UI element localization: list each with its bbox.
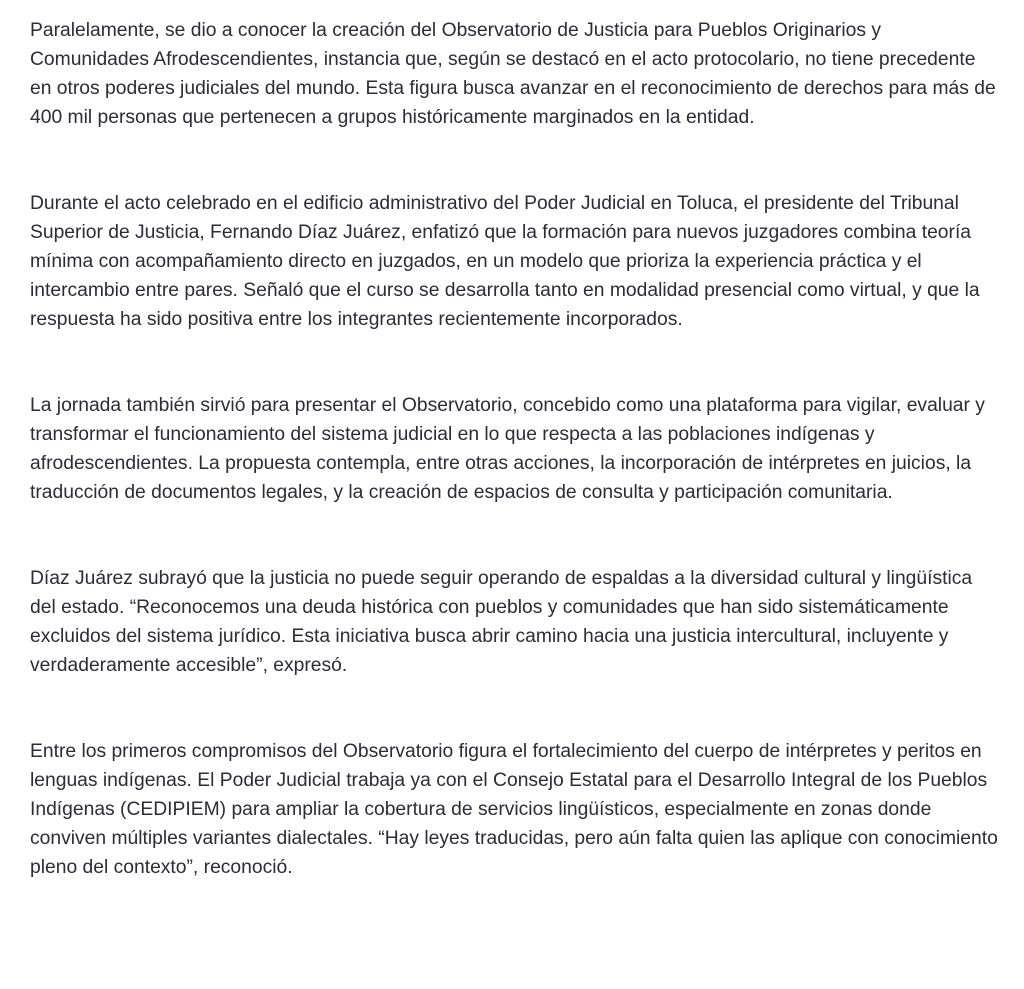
article-paragraph-3: La jornada también sirvió para presentar el Observatorio, concebido como una plataforma para vigilar, evaluar y transformar el funcionamiento del sistema judicial en lo que respecta a las poblaciones indígenas y afrodescendientes. La propuesta contempla, entre otras acciones, la incorporación de intérpretes en juicios, la traducción de documentos legales, y la creación de espacios de consulta y participación comunitaria. xyxy=(30,395,985,503)
article-paragraph-5: Entre los primeros compromisos del Observatorio figura el fortalecimiento del cuerpo de intérpretes y peritos en lenguas indígenas. El Poder Judicial trabaja ya con el Consejo Estatal para el Desarrollo Integral de los Pueblos Indígenas (CEDIPIEM) para ampliar la cobertura de servicios lingüísticos, especialmente en zonas donde conviven múltiples variantes dialectales. “Hay leyes traducidas, pero aún falta quien las aplique con conocimiento pleno del contexto”, reconoció. xyxy=(30,741,998,878)
article-paragraph-4: Díaz Juárez subrayó que la justicia no puede seguir operando de espaldas a la diversidad cultural y lingüística del estado. “Reconocemos una deuda histórica con pueblos y comunidades que han sido sistemáticamente excluidos del sistema jurídico. Esta iniciativa busca abrir camino hacia una justicia intercultural, incluyente y verdaderamente accesible”, expresó. xyxy=(30,568,973,676)
article-paragraph-2: Durante el acto celebrado en el edificio administrativo del Poder Judicial en Toluca, el presidente del Tribunal Superior de Justicia, Fernando Díaz Juárez, enfatizó que la formación para nuevos juzgadores combina teoría mínima con acompañamiento directo en juzgados, en un modelo que prioriza la experiencia práctica y el intercambio entre pares. Señaló que el curso se desarrolla tanto en modalidad presencial como virtual, y que la respuesta ha sido positiva entre los integrantes recientemente incorporados. xyxy=(30,193,980,330)
article-paragraph-1: Paralelamente, se dio a conocer la creación del Observatorio de Justicia para Pueblos Originarios y Comunidades Afrodescendientes, instancia que, según se destacó en el acto protocolario, no tiene precedente en otros poderes judiciales del mundo. Esta figura busca avanzar en el reconocimiento de derechos para más de 400 mil personas que pertenecen a grupos históricamente marginados en la entidad. xyxy=(30,20,996,128)
